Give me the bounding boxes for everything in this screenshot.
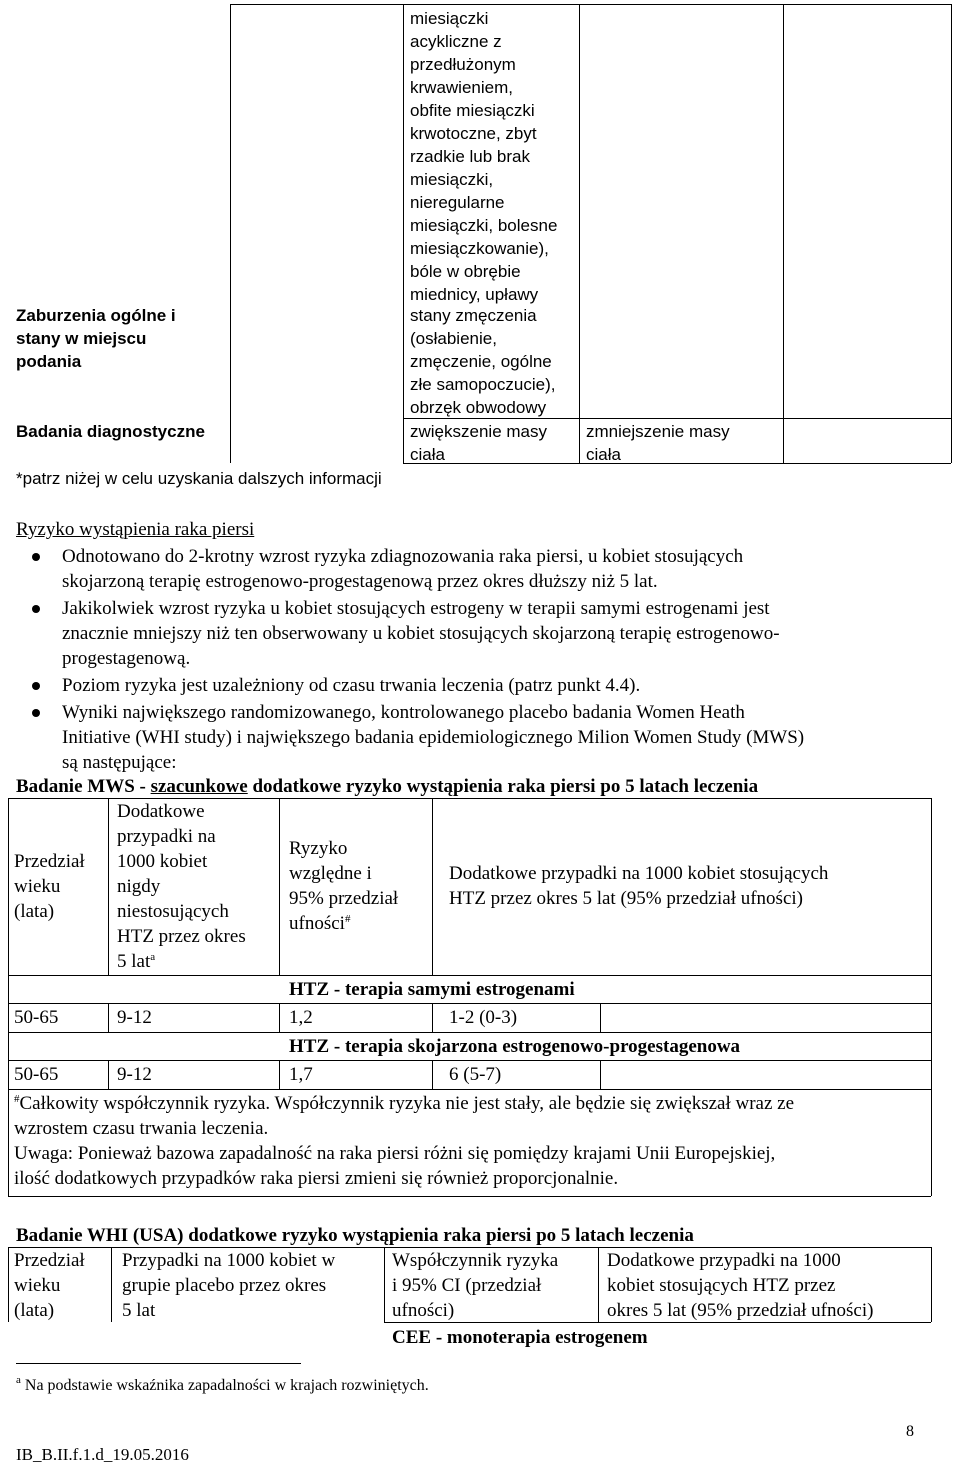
cell-weight-gain: zwiększenie masy ciała [410, 422, 547, 464]
page-number: 8 [906, 1423, 914, 1440]
whi-border [8, 1247, 9, 1322]
mws-border [8, 1089, 931, 1090]
mws-cell: 50-65 [14, 1007, 59, 1028]
row-label-diagnostics: Badania diagnostyczne [16, 422, 205, 441]
cell-weight-loss: zmniejszenie masy ciała [586, 422, 730, 464]
mws-header-never-users: Dodatkowe przypadki na 1000 kobiet nigdy niestosujących HTZ przez okres 5 lat$^a$ [117, 801, 246, 972]
breast-cancer-section [16, 517, 946, 775]
mws-border [8, 1003, 931, 1004]
mws-border [432, 1060, 433, 1089]
mws-border [600, 1003, 601, 1032]
mws-cell: 9-12 [117, 1007, 152, 1028]
list-item: Jakikolwiek wzrost ryzyka u kobiet stosujących estrogeny w terapii samymi estrogenami jest znacznie mniejszy niż ten obserwowany u kobiet stosujących skojarzoną terapię estrogenowo- progestagenową. [16, 596, 946, 671]
mws-cell: 1-2 (0-3) [449, 1007, 518, 1028]
mws-border [108, 1060, 109, 1089]
whi-border [931, 1247, 932, 1322]
whi-header-extra-cases: Dodatkowe przypadki na 1000 kobiet stosujących HTZ przez okres 5 lat (95% przedział ufności) [607, 1250, 874, 1321]
mws-border [279, 798, 280, 975]
row-label-general: Zaburzenia ogólne i stany w miejscu podania [16, 306, 176, 371]
list-item: Odnotowano do 2-krotny wzrost ryzyka zdiagnozowania raka piersi, u kobiet stosujących skojarzoną terapię estrogenowo-progestagenową przez okres dłuższy niż 5 lat. [16, 544, 946, 594]
mws-cell: 6 (5-7) [449, 1064, 502, 1085]
mws-group-label: HTZ - terapia samymi estrogenami [289, 979, 575, 1000]
mws-border [600, 1060, 601, 1089]
bullet-list [16, 544, 946, 775]
top-table-border [579, 4, 580, 463]
top-table-border [230, 4, 951, 5]
mws-group-label: HTZ - terapia skojarzona estrogenowo-progestagenowa [289, 1036, 741, 1057]
whi-border [111, 1247, 112, 1322]
whi-group-label: CEE - monoterapia estrogenem [392, 1327, 648, 1348]
mws-header-age: Przedział wieku (lata) [14, 851, 85, 922]
mws-title: Badanie MWS - szacunkowe dodatkowe ryzyko wystąpienia raka piersi po 5 latach leczenia [16, 776, 759, 797]
top-table-border [403, 4, 404, 463]
mws-border [8, 1032, 931, 1033]
section-title: Ryzyko wystąpienia raka piersi [16, 519, 255, 540]
mws-border [8, 1060, 931, 1061]
mws-border [432, 1003, 433, 1032]
document-id: IB_B.II.f.1.d_19.05.2016 [16, 1445, 189, 1464]
cell-fatigue: stany zmęczenia (osłabienie, zmęczenie, ogólne złe samopoczucie), obrzęk obwodowy [410, 306, 556, 417]
top-table-border [783, 4, 784, 463]
mws-cell: 50-65 [14, 1064, 59, 1085]
footnote: $^a$ Na podstawie wskaźnika zapadalności w krajach rozwiniętych. [16, 1374, 429, 1394]
mws-border [279, 1060, 280, 1089]
mws-cell: 9-12 [117, 1064, 152, 1085]
whi-header-ratio: Współczynnik ryzyka i 95% CI (przedział ufności) [392, 1250, 559, 1321]
top-table-footnote: *patrz niżej w celu uzyskania dalszych informacji [16, 469, 382, 488]
mws-border [432, 798, 433, 975]
whi-border [598, 1247, 599, 1322]
bullet-icon [32, 709, 40, 717]
cell-menstrual-disorders: miesiączki acykliczne z przedłużonym krwawieniem, obfite miesiączki krwotoczne, zbyt rzadkie lub brak miesiączki, nieregularne miesiączki, bolesne miesiączkowanie), bóle w obrębie miednicy, upławy [410, 9, 558, 304]
mws-border [931, 798, 932, 1196]
mws-border [108, 1003, 109, 1032]
list-item: Poziom ryzyka jest uzależniony od czasu trwania leczenia (patrz punkt 4.4). [16, 673, 946, 698]
mws-header-extra-cases: Dodatkowe przypadki na 1000 kobiet stosujących HTZ przez okres 5 lat (95% przedział ufności) [449, 863, 829, 909]
bullet-icon [32, 553, 40, 561]
bullet-icon [32, 682, 40, 690]
mws-border [8, 798, 9, 1196]
whi-header-placebo: Przypadki na 1000 kobiet w grupie placebo przez okres 5 lat [122, 1250, 336, 1321]
top-table-border [230, 4, 231, 463]
mws-header-relative-risk: Ryzyko względne i 95% przedział ufności# [289, 838, 399, 934]
mws-border [108, 798, 109, 975]
bullet-icon [32, 605, 40, 613]
mws-border [8, 975, 931, 976]
mws-cell: 1,7 [289, 1064, 313, 1085]
mws-cell: 1,2 [289, 1007, 313, 1028]
mws-border [279, 1003, 280, 1032]
top-table-border [951, 4, 952, 463]
list-item: Wyniki największego randomizowanego, kontrolowanego placebo badania Women Heath Initiative (WHI study) i największego badania epidemiologicznego Milion Women Study (MWS) są następujące: [16, 700, 946, 775]
mws-border [8, 1196, 931, 1197]
whi-border [384, 1247, 385, 1322]
mws-note: #Całkowity współczynnik ryzyka. Współczynnik ryzyka nie jest stały, ale będzie się zwiększał wraz ze wzrostem czasu trwania leczenia. Uwaga: Ponieważ bazowa zapadalność na raka piersi różni się pomiędzy krajami Unii Europejskiej, ilość dodatkowych przypadków raka piersi zmieni się również proporcjonalnie. [14, 1093, 795, 1189]
whi-title: Badanie WHI (USA) dodatkowe ryzyko wystąpienia raka piersi po 5 latach leczenia [16, 1225, 694, 1246]
whi-header-age: Przedział wieku (lata) [14, 1250, 85, 1321]
footnote-separator [16, 1363, 301, 1364]
